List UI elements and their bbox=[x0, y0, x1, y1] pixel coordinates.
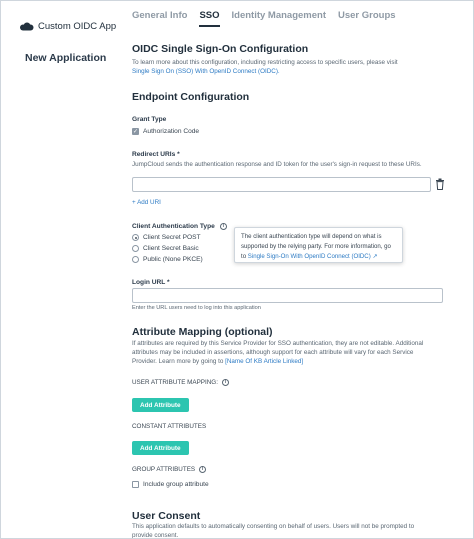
trash-icon[interactable] bbox=[435, 178, 445, 190]
checkbox-checked-icon[interactable]: ✓ bbox=[132, 128, 139, 135]
user-consent-desc: provide consent. bbox=[132, 532, 179, 539]
client-auth-option-label: Public (None PKCE) bbox=[143, 256, 203, 263]
redirect-uris-help: JumpCloud sends the authentication response and ID token for the user's sign-in request to these URIs. bbox=[132, 161, 422, 168]
sso-intro-text: To learn more about this configuration, including restricting access to specific users, please visit bbox=[132, 59, 398, 66]
sso-title: OIDC Single Sign-On Configuration bbox=[132, 43, 309, 55]
sidebar bbox=[1, 1, 121, 539]
checkbox-icon[interactable] bbox=[132, 481, 139, 488]
client-auth-header bbox=[132, 223, 227, 230]
external-link-icon: ↗ bbox=[372, 253, 378, 260]
sidebar-item-new-application[interactable]: New Application bbox=[25, 52, 107, 64]
tooltip-text-line: to Single Sign-On With OpenID Connect (OIDC) ↗ bbox=[241, 253, 378, 260]
cloud-logo-icon bbox=[19, 22, 34, 31]
app-header bbox=[19, 21, 116, 32]
attribute-mapping-desc: Provider. Learn more by going to [Name Of KB Article Linked] bbox=[132, 358, 304, 365]
radio-selected-icon[interactable] bbox=[132, 234, 139, 241]
user-consent-title: User Consent bbox=[132, 510, 201, 522]
add-uri-link[interactable]: + Add URI bbox=[132, 199, 161, 206]
user-consent-desc: This application defaults to automatically consenting on behalf of users. Users will not be prompted to bbox=[132, 523, 415, 530]
client-auth-option-public[interactable] bbox=[132, 256, 203, 263]
tooltip-text-line: supported by the relying party. For more information, go bbox=[241, 243, 391, 250]
client-auth-tooltip bbox=[234, 227, 403, 263]
grant-type-label: Grant Type bbox=[132, 116, 167, 123]
attribute-mapping-title: Attribute Mapping (optional) bbox=[132, 326, 273, 338]
login-url-input[interactable] bbox=[132, 288, 443, 303]
user-attribute-mapping-label: USER ATTRIBUTE MAPPING: bbox=[132, 379, 218, 386]
endpoint-config-title: Endpoint Configuration bbox=[132, 91, 250, 103]
client-auth-option-post[interactable] bbox=[132, 234, 201, 241]
radio-icon[interactable] bbox=[132, 256, 139, 263]
tooltip-text-line: The client authentication type will depend on what is bbox=[241, 233, 382, 240]
redirect-uri-input[interactable] bbox=[132, 177, 431, 192]
constant-attributes-label: CONSTANT ATTRIBUTES bbox=[132, 423, 207, 430]
login-url-label: Login URL * bbox=[132, 279, 170, 286]
tab-user-groups[interactable]: User Groups bbox=[338, 10, 396, 21]
attribute-mapping-desc: If attributes are required by this Service Provider for SSO authentication, they are not editable. Additional bbox=[132, 340, 424, 347]
info-icon[interactable]: i bbox=[222, 379, 229, 386]
tab-sso[interactable]: SSO bbox=[199, 7, 219, 27]
radio-icon[interactable] bbox=[132, 245, 139, 252]
redirect-uris-label: Redirect URIs * bbox=[132, 151, 180, 158]
client-auth-option-basic[interactable] bbox=[132, 245, 199, 252]
info-icon[interactable]: i bbox=[220, 223, 227, 230]
client-auth-option-label: Client Secret Basic bbox=[143, 245, 199, 252]
info-icon[interactable]: i bbox=[199, 466, 206, 473]
grant-type-option-label: Authorization Code bbox=[143, 128, 200, 135]
login-url-help: Enter the URL users need to log into this application bbox=[132, 305, 261, 311]
attribute-mapping-desc: attributes may be included in assertions, although support for each attribute will vary for each Service bbox=[132, 349, 414, 356]
tab-bar bbox=[132, 7, 473, 27]
add-attribute-button[interactable]: Add Attribute bbox=[132, 398, 189, 412]
include-group-attribute-label: Include group attribute bbox=[143, 481, 209, 488]
tooltip-link[interactable]: Single Sign-On With OpenID Connect (OIDC) bbox=[247, 253, 371, 260]
group-attributes-label: GROUP ATTRIBUTES bbox=[132, 466, 196, 473]
tab-identity-management[interactable]: Identity Management bbox=[231, 10, 326, 21]
add-constant-attribute-button[interactable]: Add Attribute bbox=[132, 441, 189, 455]
group-attributes-header bbox=[132, 466, 206, 473]
kb-article-link[interactable]: [Name Of KB Article Linked] bbox=[225, 358, 304, 365]
app-name: Custom OIDC App bbox=[38, 21, 117, 32]
user-attribute-mapping-header bbox=[132, 379, 229, 386]
include-group-attribute-option[interactable] bbox=[132, 481, 209, 488]
grant-type-option[interactable] bbox=[132, 128, 199, 135]
client-auth-label: Client Authentication Type bbox=[132, 223, 215, 230]
client-auth-option-label: Client Secret POST bbox=[143, 234, 201, 241]
sso-intro-link[interactable]: Single Sign On (SSO) With OpenID Connect (OIDC). bbox=[132, 68, 280, 75]
tab-general-info[interactable]: General Info bbox=[132, 10, 188, 21]
